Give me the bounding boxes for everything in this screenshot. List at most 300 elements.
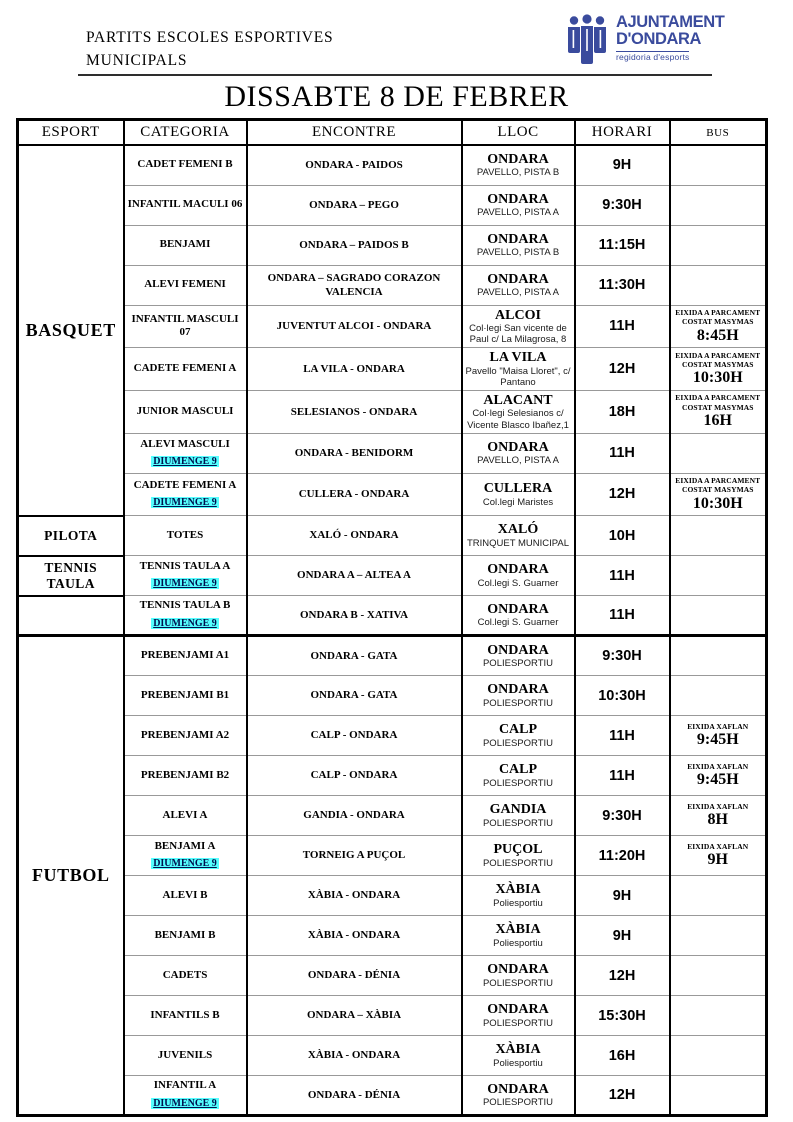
lloc-town-label: ONDARA [487,151,549,167]
categoria-cell [124,556,247,596]
bus-cell [670,516,767,556]
lloc-town-label: ONDARA [487,682,549,698]
encontre-cell [247,996,462,1036]
categoria-label: PREBENJAMI A2 [140,728,230,741]
lloc-venue-label: PAVELLO, PISTA A [477,207,559,219]
table-row [18,876,767,916]
categoria-label: INFANTIL A [153,1079,217,1092]
categoria-label: CADETE FEMENI A [133,478,237,491]
lloc-town-label: ONDARA [487,191,549,207]
table-row [18,676,767,716]
categoria-label: INFANTILS B [150,1008,220,1021]
horari-cell [575,1036,670,1076]
encontre-label: XÀBIA - ONDARA [307,1049,401,1062]
lloc-cell [462,636,575,676]
horari-label: 12H [608,361,636,378]
lloc-venue-label: POLIESPORTIU [482,1017,554,1029]
header-line-2: MUNICIPALS [86,52,188,70]
horari-cell [575,996,670,1036]
table-row [18,996,767,1036]
encontre-label: XALÓ - ONDARA [309,529,399,542]
bus-departure-time: 9:45H [696,771,739,789]
horari-label: 9H [612,157,632,174]
lloc-cell [462,916,575,956]
encontre-cell [247,473,462,515]
table-row [18,556,767,596]
diumenge-highlight: DIUMENGE 9 [153,858,217,870]
lloc-town-label: GANDIA [489,802,547,818]
esport-cell: PILOTA [18,516,124,556]
categoria-label: CADETS [162,968,208,981]
categoria-cell [124,596,247,636]
encontre-cell [247,676,462,716]
lloc-venue-label: POLIESPORTIU [482,737,554,749]
encontre-label: ONDARA B - XATIVA [299,608,409,621]
categoria-cell [124,145,247,185]
horari-cell [575,716,670,756]
horari-cell [575,596,670,636]
horari-cell [575,185,670,225]
bus-departure-time: 8H [707,811,728,829]
lloc-cell [462,305,575,348]
categoria-cell [124,391,247,434]
esport-cell: TENNIS TAULA [18,556,124,596]
encontre-cell [247,1036,462,1076]
encontre-label: ONDARA - GATA [310,689,398,702]
encontre-cell [247,391,462,434]
lloc-town-label: ONDARA [487,562,549,578]
lloc-cell [462,516,575,556]
lloc-cell [462,996,575,1036]
column-header-esport: ESPORT [18,120,124,146]
lloc-cell [462,756,575,796]
lloc-venue-label: Pavello "Maisa Lloret", c/ Pantano [465,365,571,388]
horari-label: 18H [608,403,636,420]
lloc-cell [462,145,575,185]
horari-label: 11H [609,318,635,335]
lloc-venue-label: Col.legi Maristes [482,496,554,508]
lloc-town-label: ONDARA [487,1002,549,1018]
bus-cell [670,996,767,1036]
lloc-cell [462,956,575,996]
encontre-cell [247,876,462,916]
categoria-cell [124,305,247,348]
bus-departure-note: EIXIDA XAFLAN [687,721,749,731]
lloc-cell [462,473,575,515]
bus-cell [670,556,767,596]
horari-label: 9:30H [602,197,642,213]
encontre-cell [247,185,462,225]
table-row [18,305,767,348]
esport-cell [18,596,124,636]
bus-cell [670,305,767,348]
categoria-label: TENNIS TAULA A [139,559,231,572]
lloc-town-label: CULLERA [483,481,553,497]
horari-cell [575,145,670,185]
horari-cell [575,348,670,391]
encontre-label: ONDARA - DÉNIA [307,969,401,982]
categoria-label: INFANTIL MACULI 06 [127,198,243,211]
encontre-label: ONDARA – SAGRADO CORAZON VALENCIA [267,271,441,298]
table-header-row [18,120,767,146]
lloc-town-label: XÀBIA [495,922,541,938]
column-header-categoria: CATEGORIA [124,120,247,146]
horari-label: 10H [608,527,636,544]
encontre-label: ONDARA – XÀBIA [306,1009,402,1022]
lloc-cell [462,796,575,836]
lloc-venue-label: Col.legi S. Guarner [477,617,559,629]
bus-cell [670,1036,767,1076]
esport-cell: BASQUET [18,145,124,516]
encontre-cell [247,716,462,756]
encontre-cell [247,305,462,348]
diumenge-highlight: DIUMENGE 9 [153,1097,217,1109]
horari-label: 12H [608,967,636,984]
encontre-label: XÀBIA - ONDARA [307,929,401,942]
table-row [18,1076,767,1116]
bus-departure-time: 16H [703,412,732,430]
bus-departure-note: EIXIDA A PARCAMENT COSTAT MASYMAS [675,350,761,369]
lloc-cell [462,1036,575,1076]
horari-cell [575,876,670,916]
lloc-venue-label: PAVELLO, PISTA A [477,455,559,467]
bus-departure-time: 9H [707,851,728,869]
horari-cell [575,433,670,473]
column-header-lloc: LLOC [462,120,575,146]
encontre-cell [247,348,462,391]
bus-cell [670,1076,767,1116]
encontre-label: ONDARA - GATA [310,649,398,662]
lloc-cell [462,1076,575,1116]
encontre-cell [247,636,462,676]
lloc-venue-label: POLIESPORTIU [482,857,554,869]
categoria-label: ALEVI MASCULI [140,437,230,450]
horari-cell [575,391,670,434]
table-row [18,956,767,996]
encontre-label: CALP - ONDARA [310,729,398,742]
encontre-label: CULLERA - ONDARA [298,488,410,501]
encontre-label: JUVENTUT ALCOI - ONDARA [276,320,432,333]
bus-cell [670,348,767,391]
bus-departure-note: EIXIDA A PARCAMENT COSTAT MASYMAS [675,475,761,495]
lloc-cell [462,185,575,225]
horari-cell [575,836,670,876]
categoria-cell [124,185,247,225]
esport-cell: FUTBOL [18,636,124,1116]
logo-subtitle: regidoria d'esports [616,51,690,62]
categoria-cell [124,836,247,876]
table-row [18,756,767,796]
lloc-venue-label: POLIESPORTIU [482,977,554,989]
table-row [18,473,767,515]
categoria-label: PREBENJAMI A1 [140,649,230,662]
bus-cell [670,756,767,796]
categoria-cell [124,433,247,473]
horari-cell [575,796,670,836]
encontre-cell [247,836,462,876]
lloc-venue-label: PAVELLO, PISTA B [476,247,560,259]
lloc-town-label: ALCOI [495,307,541,323]
horari-label: 9:30H [602,648,642,665]
horari-cell [575,756,670,796]
lloc-town-label: ONDARA [487,231,549,247]
horari-cell [575,916,670,956]
diumenge-highlight: DIUMENGE 9 [153,617,217,629]
logo-text-block [616,14,724,64]
bus-cell [670,265,767,305]
categoria-label: TENNIS TAULA B [139,599,231,612]
categoria-cell [124,716,247,756]
encontre-label: SELESIANOS - ONDARA [290,405,418,418]
lloc-town-label: ONDARA [487,440,549,456]
categoria-label: ALEVI A [162,808,208,821]
table-row [18,265,767,305]
horari-label: 9H [612,887,632,904]
lloc-town-label: ONDARA [487,271,549,287]
categoria-cell [124,676,247,716]
categoria-label: BENJAMI A [154,839,216,852]
encontre-label: XÀBIA - ONDARA [307,889,401,902]
header-line-1: PARTITS ESCOLES ESPORTIVES [86,29,334,46]
bus-cell [670,225,767,265]
lloc-town-label: XÀBIA [495,1042,541,1058]
bus-cell [670,596,767,636]
categoria-cell [124,225,247,265]
header-divider [78,74,712,76]
bus-cell [670,716,767,756]
lloc-cell [462,225,575,265]
encontre-cell [247,796,462,836]
lloc-venue-label: Poliesportiu [493,1057,543,1069]
document-header [86,26,333,73]
bus-departure-time: 8:45H [696,326,739,344]
categoria-label: ALEVI FEMENI [144,278,226,291]
encontre-cell [247,145,462,185]
bus-cell [670,473,767,515]
categoria-cell [124,473,247,515]
lloc-venue-label: POLIESPORTIU [482,1097,554,1109]
horari-label: 11H [609,567,635,584]
categoria-cell [124,996,247,1036]
lloc-town-label: ALACANT [483,393,553,409]
schedule-table [16,118,768,1117]
encontre-label: ONDARA – PEGO [309,198,399,211]
table-row [18,636,767,676]
lloc-cell [462,836,575,876]
categoria-cell [124,636,247,676]
encontre-label: TORNEIG A PUÇOL [302,849,406,862]
categoria-cell [124,876,247,916]
bus-departure-time: 9:45H [696,731,739,749]
lloc-cell [462,716,575,756]
column-header-horari: HORARI [575,120,670,146]
lloc-venue-label: POLIESPORTIU [482,658,554,670]
bus-departure-time: 10:30H [692,369,743,387]
bus-cell [670,876,767,916]
categoria-label: ALEVI B [162,888,208,901]
categoria-cell [124,1076,247,1116]
table-row [18,433,767,473]
lloc-venue-label: POLIESPORTIU [482,697,554,709]
horari-cell [575,676,670,716]
ajuntament-people-icon [564,14,610,71]
bus-departure-note: EIXIDA A PARCAMENT COSTAT MASYMAS [675,307,761,327]
horari-cell [575,473,670,515]
horari-label: 11H [609,727,635,744]
lloc-cell [462,348,575,391]
lloc-town-label: CALP [498,722,538,738]
diumenge-highlight: DIUMENGE 9 [153,497,217,509]
horari-cell [575,225,670,265]
lloc-venue-label: Col·legi Selesianos c/ Vicente Blasco Ibañez,1 [467,408,569,431]
bus-cell [670,836,767,876]
encontre-cell [247,516,462,556]
lloc-town-label: ONDARA [487,601,549,617]
horari-label: 11:30H [598,277,646,293]
horari-cell [575,265,670,305]
table-row [18,225,767,265]
logo-line-2: D'ONDARA [616,29,702,48]
categoria-label: TOTES [166,528,204,541]
encontre-label: ONDARA – PAIDOS B [299,238,409,251]
categoria-label: BENJAMI B [154,928,216,941]
encontre-cell [247,596,462,636]
horari-label: 12H [608,1087,636,1104]
horari-label: 12H [608,486,636,503]
schedule-table-body [18,145,767,1116]
lloc-town-label: ONDARA [487,642,549,658]
table-row [18,348,767,391]
categoria-cell [124,516,247,556]
lloc-venue-label: Col·legi San vicente de Paul c/ La Milagrosa, 8 [469,322,567,346]
encontre-cell [247,225,462,265]
lloc-venue-label: PAVELLO, PISTA B [476,167,560,179]
lloc-venue-label: POLIESPORTIU [482,817,554,829]
horari-cell [575,516,670,556]
table-row [18,516,767,556]
lloc-cell [462,265,575,305]
lloc-cell [462,433,575,473]
table-row [18,185,767,225]
bus-departure-note: EIXIDA XAFLAN [687,841,749,851]
horari-cell [575,636,670,676]
horari-label: 11H [609,767,635,784]
encontre-cell [247,433,462,473]
logo-line-1: AJUNTAMENT [616,13,725,31]
horari-label: 11H [609,445,635,462]
categoria-label: PREBENJAMI B1 [140,688,230,701]
encontre-label: CALP - ONDARA [310,769,398,782]
table-row [18,836,767,876]
horari-label: 10:30H [598,687,646,704]
encontre-label: ONDARA - PAIDOS [305,159,403,172]
lloc-venue-label: Col.legi S. Guarner [477,577,559,589]
categoria-cell [124,956,247,996]
horari-cell [575,1076,670,1116]
bus-cell [670,676,767,716]
column-header-encontre: ENCONTRE [247,120,462,146]
encontre-label: ONDARA A – ALTEA A [297,569,411,582]
lloc-town-label: PUÇOL [493,842,543,858]
lloc-venue-label: PAVELLO, PISTA A [477,287,559,299]
bus-departure-note: EIXIDA A PARCAMENT COSTAT MASYMAS [675,393,761,412]
lloc-cell [462,391,575,434]
horari-label: 9H [612,927,632,944]
lloc-cell [462,556,575,596]
lloc-town-label: LA VILA [489,350,547,366]
categoria-cell [124,796,247,836]
categoria-label: JUNIOR MASCULI [136,405,234,418]
ajuntament-logo [564,14,724,71]
bus-cell [670,796,767,836]
lloc-town-label: XÀBIA [495,882,541,898]
bus-cell [670,956,767,996]
encontre-cell [247,1076,462,1116]
horari-label: 9:30H [602,807,642,824]
bus-cell [670,433,767,473]
lloc-town-label: ONDARA [487,962,549,978]
categoria-label: CADET FEMENI B [137,158,233,171]
table-row [18,1036,767,1076]
categoria-label: JUVENILS [157,1048,213,1061]
encontre-cell [247,956,462,996]
categoria-cell [124,265,247,305]
table-row [18,796,767,836]
lloc-venue-label: POLIESPORTIU [482,777,554,789]
horari-label: 11:20H [598,847,646,864]
categoria-cell [124,916,247,956]
horari-cell [575,305,670,348]
horari-label: 11:15H [598,237,646,253]
categoria-cell [124,1036,247,1076]
lloc-venue-label: Poliesportiu [493,897,543,909]
lloc-cell [462,596,575,636]
lloc-town-label: XALÓ [497,522,539,538]
table-row [18,391,767,434]
encontre-label: ONDARA - DÉNIA [307,1088,401,1101]
bus-cell [670,636,767,676]
bus-departure-time: 10:30H [692,494,743,512]
horari-label: 11H [609,607,635,624]
lloc-cell [462,876,575,916]
lloc-venue-label: TRINQUET MUNICIPAL [466,537,570,549]
encontre-label: GANDIA - ONDARA [303,809,405,822]
diumenge-highlight: DIUMENGE 9 [153,456,217,468]
encontre-cell [247,556,462,596]
encontre-cell [247,265,462,305]
bus-cell [670,391,767,434]
table-row [18,145,767,185]
horari-label: 16H [608,1047,636,1064]
categoria-cell [124,348,247,391]
bus-cell [670,916,767,956]
bus-departure-note: EIXIDA XAFLAN [687,801,749,811]
table-row [18,716,767,756]
horari-label: 15:30H [598,1007,646,1024]
categoria-label: BENJAMI [159,238,211,251]
column-header-bus: BUS [670,120,767,146]
horari-cell [575,556,670,596]
categoria-label: CADETE FEMENI A [133,362,237,375]
bus-departure-note: EIXIDA XAFLAN [687,761,749,771]
categoria-cell [124,756,247,796]
lloc-town-label: CALP [498,762,538,778]
lloc-cell [462,676,575,716]
categoria-label: INFANTIL MASCULI 07 [131,312,239,339]
table-row [18,916,767,956]
encontre-cell [247,916,462,956]
encontre-cell [247,756,462,796]
